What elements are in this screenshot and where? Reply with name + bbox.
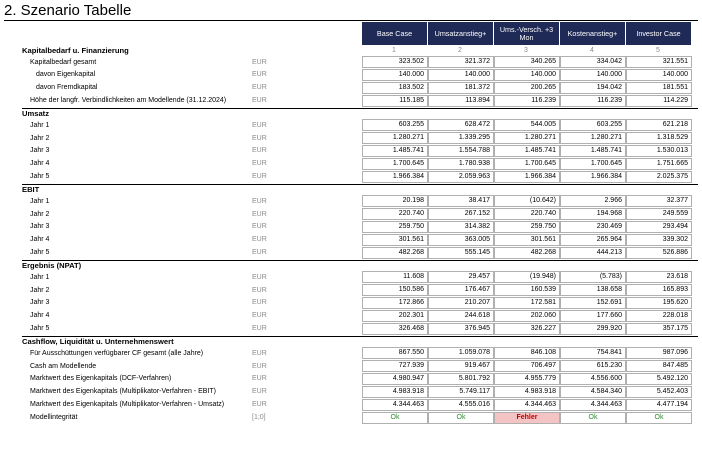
integrity-cell[interactable]: Ok [626, 412, 692, 424]
value-cell[interactable]: 326.227 [494, 323, 560, 335]
value-cell[interactable]: 265.964 [560, 234, 626, 246]
value-cell[interactable]: 140.000 [560, 69, 626, 81]
value-cell[interactable]: 1.280.271 [494, 132, 560, 144]
value-cell[interactable]: 181.551 [626, 82, 692, 94]
value-cell[interactable]: 987.096 [626, 347, 692, 359]
value-cell[interactable]: 4.344.463 [494, 399, 560, 411]
row-unit: EUR [252, 84, 267, 92]
row-unit: EUR [252, 210, 267, 218]
row-label: Jahr 1 [30, 197, 50, 205]
column-header-1: Base Case [362, 22, 428, 45]
value-cell[interactable]: 544.005 [494, 119, 560, 131]
row-label: Jahr 1 [30, 121, 50, 129]
value-cell[interactable]: 220.740 [362, 208, 428, 220]
row-unit: EUR [252, 388, 267, 396]
value-cell[interactable]: 172.866 [362, 297, 428, 309]
value-cell[interactable]: 299.920 [560, 323, 626, 335]
value-cell[interactable]: 5.749.117 [428, 386, 494, 398]
row-label: Jahr 3 [30, 147, 50, 155]
value-cell[interactable]: 621.218 [626, 119, 692, 131]
value-cell[interactable]: 138.658 [560, 284, 626, 296]
value-cell[interactable]: 194.042 [560, 82, 626, 94]
row-unit: EUR [252, 236, 267, 244]
section-divider [22, 260, 698, 261]
value-cell[interactable]: 177.660 [560, 310, 626, 322]
value-cell[interactable]: 116.239 [560, 95, 626, 107]
value-cell[interactable]: 5.801.792 [428, 373, 494, 385]
row-unit: EUR [252, 375, 267, 383]
row-unit: EUR [252, 160, 267, 168]
row-label: davon Fremdkapital [36, 84, 98, 92]
column-header-5: Investor Case [626, 22, 692, 45]
value-cell[interactable]: 4.555.016 [428, 399, 494, 411]
row-unit: EUR [252, 223, 267, 231]
value-cell[interactable]: 1.318.529 [626, 132, 692, 144]
value-cell[interactable]: 29.457 [428, 271, 494, 283]
value-cell[interactable]: 4.556.600 [560, 373, 626, 385]
value-cell[interactable]: 1.280.271 [362, 132, 428, 144]
row-unit: EUR [252, 197, 267, 205]
value-cell[interactable]: 1.554.788 [428, 145, 494, 157]
value-cell[interactable]: 38.417 [428, 195, 494, 207]
row-unit: EUR [252, 273, 267, 281]
value-cell[interactable]: 526.886 [626, 247, 692, 259]
value-cell[interactable]: 293.494 [626, 221, 692, 233]
value-cell[interactable]: 846.108 [494, 347, 560, 359]
value-cell[interactable]: 4.477.194 [626, 399, 692, 411]
value-cell[interactable]: (19.948) [494, 271, 560, 283]
value-cell[interactable]: 919.467 [428, 360, 494, 372]
row-label: Jahr 4 [30, 160, 50, 168]
column-number-1: 1 [392, 47, 396, 54]
row-unit: EUR [252, 173, 267, 181]
value-cell[interactable]: 1.780.938 [428, 158, 494, 170]
value-cell[interactable]: 482.268 [494, 247, 560, 259]
row-label: Jahr 5 [30, 173, 50, 181]
row-label: Jahr 2 [30, 134, 50, 142]
row-unit: EUR [252, 97, 267, 105]
value-cell[interactable]: 4.980.947 [362, 373, 428, 385]
column-number-2: 2 [458, 47, 462, 54]
value-cell[interactable]: 1.530.013 [626, 145, 692, 157]
row-label: Kapitalbedarf gesamt [30, 58, 97, 66]
row-unit: EUR [252, 299, 267, 307]
value-cell[interactable]: 339.302 [626, 234, 692, 246]
value-cell[interactable]: 140.000 [362, 69, 428, 81]
value-cell[interactable]: 249.559 [626, 208, 692, 220]
column-number-3: 3 [524, 47, 528, 54]
value-cell[interactable]: 444.213 [560, 247, 626, 259]
value-cell[interactable]: 20.198 [362, 195, 428, 207]
value-cell[interactable]: 1.700.645 [560, 158, 626, 170]
value-cell[interactable]: 1.966.384 [494, 171, 560, 183]
value-cell[interactable]: 1.700.645 [362, 158, 428, 170]
value-cell[interactable]: 321.551 [626, 56, 692, 68]
value-cell[interactable]: 259.750 [494, 221, 560, 233]
value-cell[interactable]: 1.339.295 [428, 132, 494, 144]
value-cell[interactable]: 202.060 [494, 310, 560, 322]
value-cell[interactable]: 210.207 [428, 297, 494, 309]
value-cell[interactable]: 357.175 [626, 323, 692, 335]
value-cell[interactable]: 603.255 [362, 119, 428, 131]
value-cell[interactable]: 114.229 [626, 95, 692, 107]
value-cell[interactable]: 323.502 [362, 56, 428, 68]
value-cell[interactable]: 847.485 [626, 360, 692, 372]
section-title: Cashflow, Liquidität u. Unternehmenswert [22, 337, 174, 347]
value-cell[interactable]: 183.502 [362, 82, 428, 94]
value-cell[interactable]: 230.469 [560, 221, 626, 233]
value-cell[interactable]: 4.344.463 [362, 399, 428, 411]
value-cell[interactable]: 115.185 [362, 95, 428, 107]
value-cell[interactable]: 172.581 [494, 297, 560, 309]
value-cell[interactable]: 2.059.963 [428, 171, 494, 183]
page-title: 2. Szenario Tabelle [4, 2, 698, 21]
value-cell[interactable]: 301.561 [494, 234, 560, 246]
value-cell[interactable]: 301.561 [362, 234, 428, 246]
value-cell[interactable]: 267.152 [428, 208, 494, 220]
value-cell[interactable]: 5.492.120 [626, 373, 692, 385]
value-cell[interactable]: 1.059.078 [428, 347, 494, 359]
value-cell[interactable]: 867.550 [362, 347, 428, 359]
section-title: Kapitalbedarf u. Finanzierung [22, 46, 129, 55]
value-cell[interactable]: 1.966.384 [362, 171, 428, 183]
value-cell[interactable]: 150.586 [362, 284, 428, 296]
value-cell[interactable]: 11.608 [362, 271, 428, 283]
integrity-cell[interactable]: Ok [362, 412, 428, 424]
row-label: Modellintegrität [30, 414, 78, 422]
value-cell[interactable]: 4.584.340 [560, 386, 626, 398]
value-cell[interactable]: 326.468 [362, 323, 428, 335]
row-unit: EUR [252, 349, 267, 357]
row-label: Jahr 5 [30, 325, 50, 333]
row-label: Höhe der langfr. Verbindlichkeiten am Modellende (31.12.2024) [30, 97, 227, 105]
row-label: Jahr 3 [30, 223, 50, 231]
row-unit: EUR [252, 121, 267, 129]
value-cell[interactable]: 160.539 [494, 284, 560, 296]
row-label: Jahr 1 [30, 273, 50, 281]
row-unit: EUR [252, 249, 267, 257]
value-cell[interactable]: 482.268 [362, 247, 428, 259]
integrity-cell[interactable]: Ok [428, 412, 494, 424]
value-cell[interactable]: 181.372 [428, 82, 494, 94]
row-unit: EUR [252, 325, 267, 333]
row-label: Cash am Modellende [30, 362, 97, 370]
value-cell[interactable]: 2.025.375 [626, 171, 692, 183]
row-unit: EUR [252, 286, 267, 294]
row-label: Jahr 2 [30, 286, 50, 294]
value-cell[interactable]: 5.452.403 [626, 386, 692, 398]
row-label: davon Eigenkapital [36, 71, 96, 79]
value-cell[interactable]: 615.230 [560, 360, 626, 372]
value-cell[interactable]: 1.280.271 [560, 132, 626, 144]
value-cell[interactable]: 140.000 [626, 69, 692, 81]
value-cell[interactable]: 113.894 [428, 95, 494, 107]
row-label: Marktwert des Eigenkapitals (DCF-Verfahren) [30, 375, 172, 383]
value-cell[interactable]: 4.344.463 [560, 399, 626, 411]
value-cell[interactable]: 321.372 [428, 56, 494, 68]
value-cell[interactable]: 140.000 [428, 69, 494, 81]
value-cell[interactable]: 165.893 [626, 284, 692, 296]
row-unit: EUR [252, 134, 267, 142]
value-cell[interactable]: 1.966.384 [560, 171, 626, 183]
value-cell[interactable]: 1.485.741 [494, 145, 560, 157]
value-cell[interactable]: 152.691 [560, 297, 626, 309]
value-cell[interactable]: 4.983.918 [362, 386, 428, 398]
value-cell[interactable]: 334.042 [560, 56, 626, 68]
row-label: Jahr 4 [30, 236, 50, 244]
value-cell[interactable]: 754.841 [560, 347, 626, 359]
row-label: Marktwert des Eigenkapitals (Multiplikator-Verfahren - EBIT) [30, 388, 216, 396]
section-divider [22, 108, 698, 109]
row-label: Jahr 3 [30, 299, 50, 307]
value-cell[interactable]: 628.472 [428, 119, 494, 131]
column-number-5: 5 [656, 47, 660, 54]
value-cell[interactable]: 228.018 [626, 310, 692, 322]
row-unit: EUR [252, 147, 267, 155]
row-unit: EUR [252, 362, 267, 370]
value-cell[interactable]: (10.642) [494, 195, 560, 207]
row-unit: EUR [252, 58, 267, 66]
value-cell[interactable]: 244.618 [428, 310, 494, 322]
row-label: Marktwert des Eigenkapitals (Multiplikator-Verfahren - Umsatz) [30, 401, 225, 409]
value-cell[interactable]: 1.751.665 [626, 158, 692, 170]
value-cell[interactable]: 195.620 [626, 297, 692, 309]
row-label: Jahr 4 [30, 312, 50, 320]
value-cell[interactable]: 2.966 [560, 195, 626, 207]
value-cell[interactable]: 314.382 [428, 221, 494, 233]
row-label: Für Ausschüttungen verfügbarer CF gesamt (alle Jahre) [30, 349, 204, 357]
value-cell[interactable]: 555.145 [428, 247, 494, 259]
column-header-2: Umsatzanstieg+ [428, 22, 494, 45]
value-cell[interactable]: 116.239 [494, 95, 560, 107]
value-cell[interactable]: 4.983.918 [494, 386, 560, 398]
value-cell[interactable]: 23.618 [626, 271, 692, 283]
value-cell[interactable]: 4.955.779 [494, 373, 560, 385]
row-unit: EUR [252, 401, 267, 409]
value-cell[interactable]: 363.005 [428, 234, 494, 246]
value-cell[interactable]: 603.255 [560, 119, 626, 131]
row-unit: EUR [252, 71, 267, 79]
column-number-4: 4 [590, 47, 594, 54]
value-cell[interactable]: 140.000 [494, 69, 560, 81]
column-header-3: Ums.-Versch. +3 Mon [494, 22, 560, 45]
column-header-4: Kostenanstieg+ [560, 22, 626, 45]
value-cell[interactable]: 194.968 [560, 208, 626, 220]
section-title: Umsatz [22, 109, 50, 119]
value-cell[interactable]: 259.750 [362, 221, 428, 233]
value-cell[interactable]: 376.945 [428, 323, 494, 335]
value-cell[interactable]: (5.783) [560, 271, 626, 283]
value-cell[interactable]: 32.377 [626, 195, 692, 207]
integrity-cell[interactable]: Ok [560, 412, 626, 424]
value-cell[interactable]: 202.301 [362, 310, 428, 322]
value-cell[interactable]: 340.265 [494, 56, 560, 68]
section-divider [22, 184, 698, 185]
value-cell[interactable]: 1.485.741 [560, 145, 626, 157]
section-title: EBIT [22, 185, 40, 195]
value-cell[interactable]: 1.485.741 [362, 145, 428, 157]
value-cell[interactable]: 220.740 [494, 208, 560, 220]
row-label: Jahr 5 [30, 249, 50, 257]
value-cell[interactable]: 1.700.645 [494, 158, 560, 170]
value-cell[interactable]: 200.265 [494, 82, 560, 94]
row-unit: EUR [252, 312, 267, 320]
value-cell[interactable]: 727.939 [362, 360, 428, 372]
value-cell[interactable]: 706.497 [494, 360, 560, 372]
section-title: Ergebnis (NPAT) [22, 261, 82, 271]
integrity-cell[interactable]: Fehler [494, 412, 560, 424]
row-unit: [1;0] [252, 414, 266, 422]
value-cell[interactable]: 176.467 [428, 284, 494, 296]
row-label: Jahr 2 [30, 210, 50, 218]
